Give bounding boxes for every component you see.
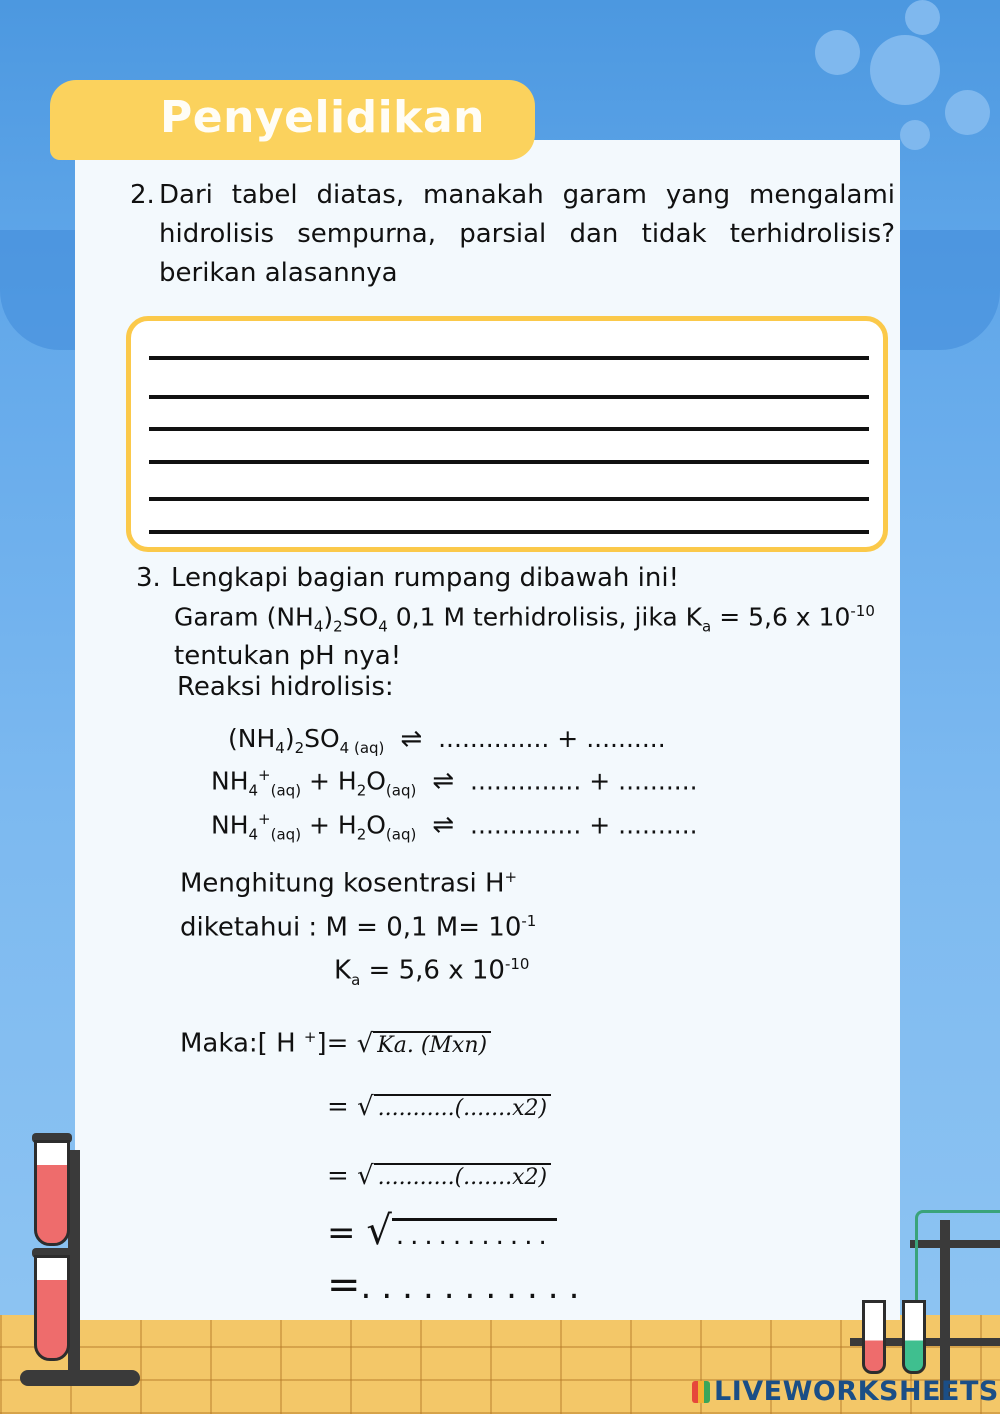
radical-icon: √: [357, 1161, 374, 1191]
text: 2: [294, 739, 305, 757]
question-3-statement: [174, 602, 875, 635]
molecule-atom: [945, 90, 990, 135]
equilibrium-arrow-icon: ⇌: [432, 766, 455, 797]
text: ): [323, 602, 334, 632]
equals-sign: =: [327, 1262, 361, 1308]
calc-heading: [180, 868, 517, 899]
text: 2: [333, 617, 343, 636]
question-3-title: Lengkapi bagian rumpang dibawah ini!: [171, 563, 680, 593]
reaction-1-blank[interactable]: .............. + ..........: [438, 724, 666, 753]
molecule-atom: [815, 30, 860, 75]
answer-line[interactable]: [149, 427, 869, 431]
text: ): [284, 724, 295, 753]
text: +: [504, 868, 518, 886]
square-root: [357, 1161, 551, 1191]
tube-stand-base-icon: [20, 1370, 140, 1386]
text: 4: [248, 781, 259, 800]
text: Maka:: [180, 1028, 258, 1059]
equilibrium-arrow-icon: ⇌: [432, 810, 455, 841]
text: 2: [356, 825, 367, 844]
text: SO: [342, 602, 379, 632]
text: 4: [313, 617, 324, 636]
question-number: 2.: [130, 180, 155, 210]
text: 4: [275, 739, 285, 757]
reaction-2: [211, 766, 698, 799]
answer-line[interactable]: [149, 460, 869, 464]
liveworksheets-logo: [692, 1376, 999, 1407]
radical-icon: √: [357, 1092, 374, 1122]
maka-formula: [180, 1028, 491, 1059]
molecule-atom: [900, 120, 930, 150]
calc-step-3: [327, 1208, 557, 1254]
test-tube-icon: [862, 1300, 886, 1374]
equilibrium-arrow-icon: ⇌: [400, 724, 423, 754]
test-tube-icon: [34, 1255, 70, 1361]
text: +: [303, 1028, 317, 1046]
step-4-blank[interactable]: ...........: [360, 1267, 590, 1307]
text: -1: [521, 912, 537, 930]
text: diketahui : M = 0,1 M= 10: [180, 912, 522, 943]
text: SO: [304, 724, 340, 753]
text: a: [702, 617, 712, 636]
text: -10: [504, 955, 530, 973]
equals-sign: =: [327, 1161, 349, 1191]
text: -10: [850, 602, 875, 620]
formula: Ka. (Mxn): [373, 1031, 491, 1058]
text: [ H: [257, 1028, 304, 1059]
answer-box[interactable]: [126, 316, 888, 552]
text: +: [258, 810, 271, 828]
reaction-label: Reaksi hidrolisis:: [177, 672, 394, 702]
text: = 5,6 x 10: [360, 955, 505, 986]
step-1-blank[interactable]: ...........(.......x2): [374, 1094, 551, 1121]
reaction-3-blank[interactable]: .............. + ..........: [470, 810, 698, 840]
square-root: [366, 1208, 556, 1254]
text: 4: [248, 825, 259, 844]
text: 2: [356, 781, 367, 800]
answer-line[interactable]: [149, 395, 869, 399]
test-tube-icon: [902, 1300, 926, 1374]
step-2-blank[interactable]: ...........(.......x2): [374, 1163, 551, 1190]
step-3-blank[interactable]: ...........: [392, 1218, 557, 1251]
molecule-atom: [905, 0, 940, 35]
known-values: [180, 912, 536, 943]
text: (aq): [385, 825, 417, 844]
calc-step-4: [327, 1262, 589, 1308]
text: ]: [316, 1028, 327, 1059]
ka-value: [334, 955, 529, 989]
text: O: [366, 766, 386, 796]
text: 4: [378, 617, 388, 636]
text: 0,1 M terhidrolisis, jika K: [387, 602, 703, 632]
text: K: [334, 955, 352, 986]
molecule-atom: [870, 35, 940, 105]
text: (aq): [270, 825, 302, 844]
square-root: [357, 1092, 551, 1122]
calc-step-2: [327, 1161, 551, 1191]
calc-step-1: [327, 1092, 551, 1122]
text: Menghitung kosentrasi H: [180, 868, 505, 899]
text: (aq): [385, 781, 417, 800]
logo-text: LIVEWORKSHEETS: [714, 1376, 999, 1407]
question-text: Dari tabel diatas, manakah garam yang mengalami hidrolisis sempurna, parsial dan tidak terhidrolisis? berikan alasannya: [159, 180, 895, 288]
text: O: [366, 810, 386, 840]
tube-holder-icon: [915, 1210, 1000, 1313]
question-3-number: 3.: [136, 563, 161, 593]
equals-sign: =: [326, 1028, 349, 1059]
test-tube-icon: [34, 1140, 70, 1246]
reaction-3: [211, 810, 698, 843]
text: Garam (NH: [174, 602, 314, 632]
answer-line[interactable]: [149, 497, 869, 501]
page-title: Penyelidikan: [160, 92, 485, 143]
text: + H: [301, 810, 357, 840]
radical-icon: √: [366, 1208, 392, 1254]
text: NH: [211, 766, 249, 796]
reaction-1: [228, 724, 666, 757]
text: 4 (aq): [339, 739, 385, 757]
question-2: [130, 176, 895, 293]
answer-line[interactable]: [149, 530, 869, 534]
question-3-instruction: tentukan pH nya!: [174, 641, 402, 671]
text: = 5,6 x 10: [711, 602, 851, 632]
equals-sign: =: [327, 1092, 349, 1122]
square-root: [357, 1029, 491, 1059]
text: +: [258, 766, 271, 784]
text: (NH: [228, 724, 276, 753]
answer-line[interactable]: [149, 356, 869, 360]
equals-sign: =: [327, 1213, 356, 1253]
radical-icon: √: [356, 1028, 374, 1059]
text: (aq): [270, 781, 302, 800]
text: NH: [211, 810, 249, 840]
reaction-2-blank[interactable]: .............. + ..........: [470, 766, 698, 796]
text: a: [351, 970, 361, 989]
logo-icon: [692, 1381, 710, 1403]
text: + H: [301, 766, 357, 796]
